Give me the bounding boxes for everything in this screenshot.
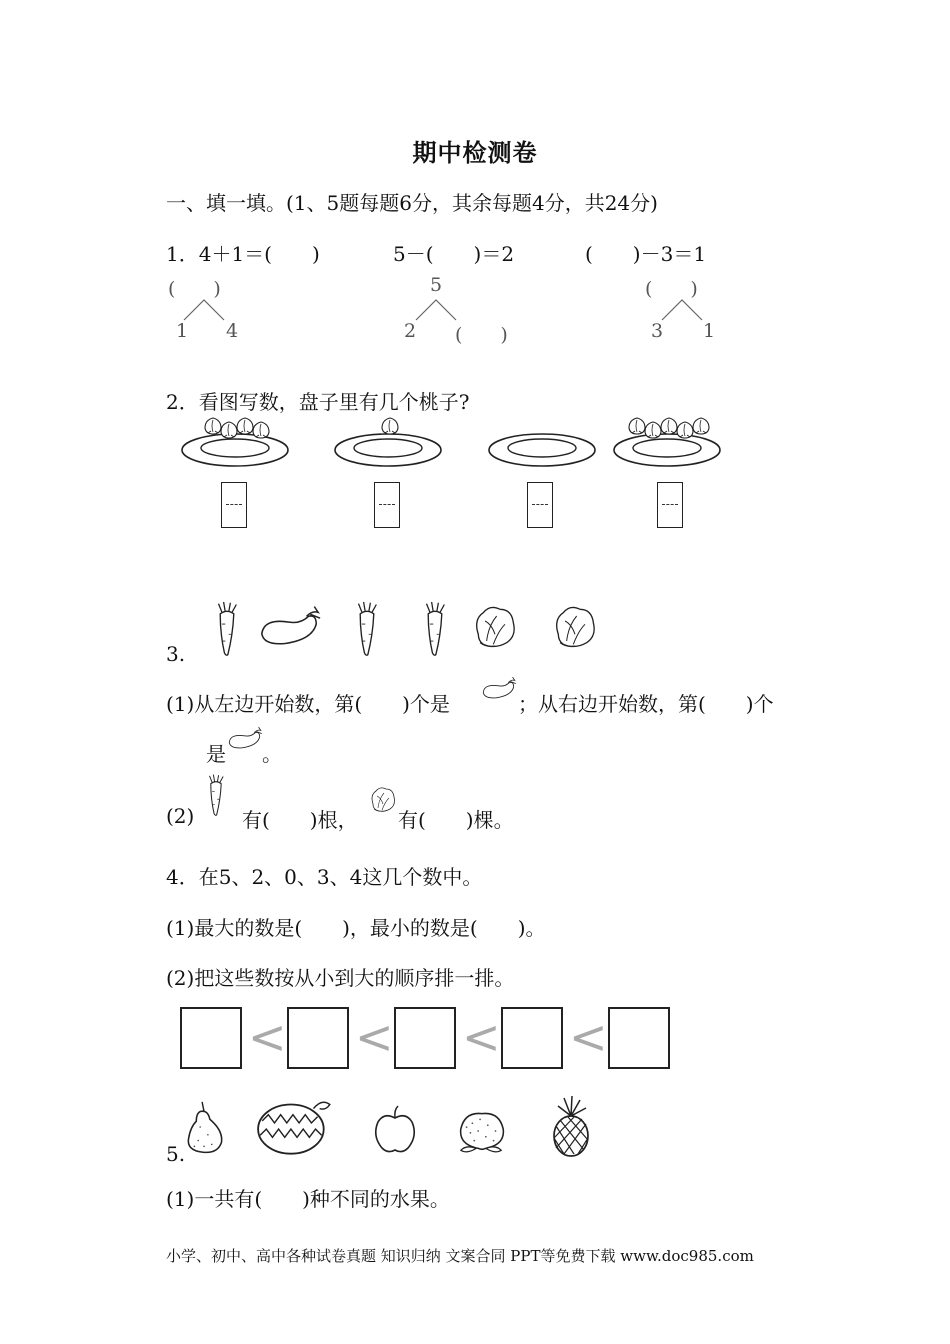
section-heading: 一、填一填。(1、5题每题6分，其余每题4分，共24分)	[166, 191, 658, 215]
order-box-4[interactable]	[501, 1007, 563, 1069]
order-box-5[interactable]	[608, 1007, 670, 1069]
cabbage-icon	[368, 782, 398, 816]
tree3-left: 3	[651, 320, 664, 342]
q5-part1: (1)一共有( )种不同的水果。	[166, 1187, 450, 1211]
pear-icon	[180, 1098, 230, 1156]
less-than-sign: <	[248, 1010, 287, 1064]
peach-mark	[237, 418, 253, 434]
q3-part1-d: 。	[262, 742, 282, 766]
q3-part1-a: (1)从左边开始数，第( )个是	[166, 692, 450, 716]
q3-number: 3.	[166, 642, 186, 666]
q3-part2-b: 有( )根，	[242, 808, 358, 832]
order-box-1[interactable]	[180, 1007, 242, 1069]
q3-part2-c: 有( )棵。	[398, 808, 514, 832]
apple-icon	[370, 1104, 420, 1154]
plate-peaches	[0, 0, 950, 500]
q3-part1-b: ；从右边开始数，第( )个	[518, 692, 774, 716]
peach-mark	[205, 418, 221, 434]
q3-part2-a: (2)	[166, 804, 195, 828]
less-than-sign: <	[355, 1010, 394, 1064]
answer-box-1[interactable]	[221, 482, 247, 528]
carrot-icon	[203, 772, 229, 820]
q4-part2: (2)把这些数按从小到大的顺序排一排。	[166, 966, 515, 990]
q3-part1-c: 是	[206, 742, 226, 766]
q1-expr-1: 1．4＋1＝( )	[166, 242, 320, 266]
peach-mark	[661, 418, 677, 434]
tree3-top: ( )	[645, 278, 698, 300]
peach-mark	[645, 422, 661, 438]
tree2-top: 5	[430, 274, 443, 296]
carrot-icon	[350, 600, 384, 660]
carrot-icon	[210, 600, 244, 660]
peach-mark	[693, 418, 709, 434]
eggplant-icon	[226, 718, 264, 758]
tree2-left: 2	[404, 320, 417, 342]
tree3-right: 1	[703, 320, 716, 342]
peach-mark	[629, 418, 645, 434]
tree1-right: 4	[226, 320, 239, 342]
cabbage-icon	[550, 600, 600, 652]
cabbage-icon	[470, 600, 520, 652]
pineapple-icon	[546, 1094, 596, 1158]
watermelon-icon	[254, 1094, 336, 1156]
tree1-top: ( )	[168, 278, 221, 300]
peach-icon	[452, 1104, 512, 1158]
answer-box-3[interactable]	[527, 482, 553, 528]
less-than-sign: <	[569, 1010, 608, 1064]
order-box-2[interactable]	[287, 1007, 349, 1069]
tree1-left: 1	[176, 320, 189, 342]
q1-expr-2: 5－( )＝2	[393, 242, 515, 266]
page-title: 期中检测卷	[412, 139, 538, 167]
q1-expr-3: ( )－3＝1	[585, 242, 707, 266]
peach-mark	[677, 422, 693, 438]
peach-mark	[221, 422, 237, 438]
answer-box-2[interactable]	[374, 482, 400, 528]
tree2-right: ( )	[455, 324, 508, 346]
q2-text: 2．看图写数，盘子里有几个桃子?	[166, 390, 470, 414]
peach-mark	[253, 422, 269, 438]
less-than-sign: <	[462, 1010, 501, 1064]
answer-box-4[interactable]	[657, 482, 683, 528]
q4-text: 4．在5、2、0、3、4这几个数中。	[166, 865, 483, 889]
carrot-icon	[418, 600, 452, 660]
order-box-3[interactable]	[394, 1007, 456, 1069]
eggplant-icon	[480, 668, 518, 708]
peach-mark	[382, 418, 398, 434]
q4-part1: (1)最大的数是( )，最小的数是( )。	[166, 916, 546, 940]
q5-number: 5.	[166, 1142, 186, 1166]
footer-text: 小学、初中、高中各种试卷真题 知识归纳 文案合同 PPT等免费下载 www.doc985.com	[166, 1247, 754, 1265]
eggplant-icon	[256, 604, 324, 648]
